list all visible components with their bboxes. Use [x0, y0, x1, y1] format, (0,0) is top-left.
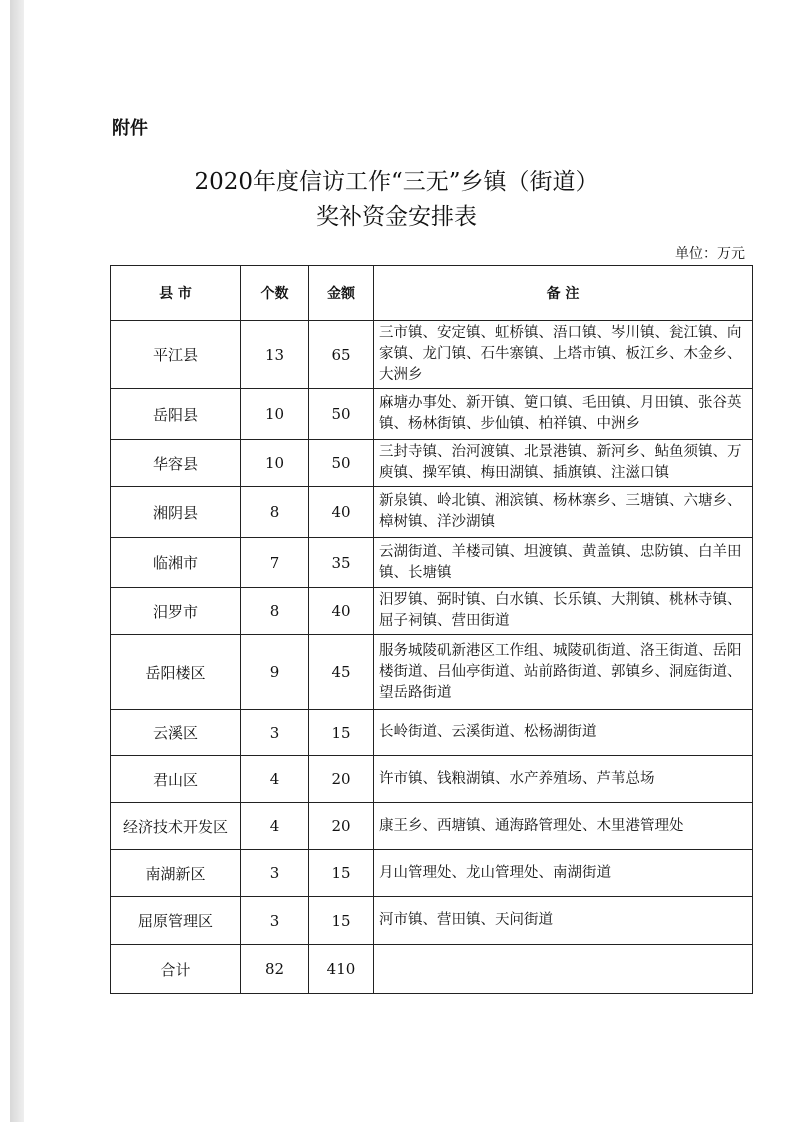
count-cell: 13 [241, 321, 309, 389]
count-cell: 3 [241, 850, 309, 897]
county-cell: 云溪区 [111, 710, 241, 756]
county-cell: 岳阳楼区 [111, 635, 241, 710]
header-row [111, 266, 753, 321]
note-cell: 许市镇、钱粮湖镇、水产养殖场、芦苇总场 [374, 756, 753, 803]
count-cell: 7 [241, 538, 309, 588]
amount-cell: 20 [309, 756, 374, 803]
note-cell: 三市镇、安定镇、虹桥镇、浯口镇、岑川镇、瓮江镇、向家镇、龙门镇、石牛寨镇、上塔市镇、板江乡、木金乡、大洲乡 [374, 321, 753, 389]
note-cell: 服务城陵矶新港区工作组、城陵矶街道、洛王街道、岳阳楼街道、吕仙亭街道、站前路街道、郭镇乡、洞庭街道、望岳路街道 [374, 635, 753, 710]
header-count: 个数 [241, 266, 309, 321]
amount-cell: 65 [309, 321, 374, 389]
table-row [111, 440, 753, 487]
amount-cell: 15 [309, 897, 374, 945]
county-cell: 南湖新区 [111, 850, 241, 897]
county-cell: 合计 [111, 945, 241, 994]
table-row [111, 538, 753, 588]
county-cell: 屈原管理区 [111, 897, 241, 945]
unit-label: 单位：万元 [675, 246, 745, 262]
table-row [111, 588, 753, 635]
attachment-label: 附件 [112, 118, 148, 139]
county-cell: 岳阳县 [111, 389, 241, 440]
note-cell: 河市镇、营田镇、天问街道 [374, 897, 753, 945]
count-cell: 10 [241, 389, 309, 440]
amount-cell: 40 [309, 487, 374, 538]
county-cell: 汨罗市 [111, 588, 241, 635]
note-cell: 新泉镇、岭北镇、湘滨镇、杨林寨乡、三塘镇、六塘乡、樟树镇、洋沙湖镇 [374, 487, 753, 538]
table-row [111, 487, 753, 538]
note-cell: 汨罗镇、弼时镇、白水镇、长乐镇、大荆镇、桃林寺镇、屈子祠镇、营田街道 [374, 588, 753, 635]
amount-cell: 20 [309, 803, 374, 850]
count-cell: 10 [241, 440, 309, 487]
amount-cell: 45 [309, 635, 374, 710]
table-row [111, 710, 753, 756]
table-row [111, 321, 753, 389]
county-cell: 君山区 [111, 756, 241, 803]
title-line-1: 2020年度信访工作“三无”乡镇（街道） [194, 169, 599, 195]
count-cell: 82 [241, 945, 309, 994]
amount-cell: 15 [309, 850, 374, 897]
count-cell: 9 [241, 635, 309, 710]
note-cell: 长岭街道、云溪街道、松杨湖街道 [374, 710, 753, 756]
county-cell: 湘阴县 [111, 487, 241, 538]
count-cell: 3 [241, 897, 309, 945]
note-cell: 三封寺镇、治河渡镇、北景港镇、新河乡、鲇鱼须镇、万庾镇、操军镇、梅田湖镇、插旗镇、注滋口镇 [374, 440, 753, 487]
header-note: 备 注 [374, 266, 753, 321]
note-cell: 云湖街道、羊楼司镇、坦渡镇、黄盖镇、忠防镇、白羊田镇、长塘镇 [374, 538, 753, 588]
county-cell: 经济技术开发区 [111, 803, 241, 850]
amount-cell: 35 [309, 538, 374, 588]
note-cell: 麻塘办事处、新开镇、筻口镇、毛田镇、月田镇、张谷英镇、杨林街镇、步仙镇、柏祥镇、中洲乡 [374, 389, 753, 440]
table-row [111, 635, 753, 710]
table-row [111, 850, 753, 897]
count-cell: 8 [241, 487, 309, 538]
amount-cell: 50 [309, 440, 374, 487]
header-amount: 金额 [309, 266, 374, 321]
table-row [111, 389, 753, 440]
table-row [111, 756, 753, 803]
header-county: 县 市 [111, 266, 241, 321]
note-cell: 月山管理处、龙山管理处、南湖街道 [374, 850, 753, 897]
title-line-2: 奖补资金安排表 [316, 204, 477, 230]
table-row [111, 945, 753, 994]
count-cell: 4 [241, 803, 309, 850]
amount-cell: 410 [309, 945, 374, 994]
table-row [111, 803, 753, 850]
county-cell: 临湘市 [111, 538, 241, 588]
amount-cell: 15 [309, 710, 374, 756]
note-cell [374, 945, 753, 994]
county-cell: 平江县 [111, 321, 241, 389]
table-row [111, 897, 753, 945]
count-cell: 3 [241, 710, 309, 756]
count-cell: 8 [241, 588, 309, 635]
amount-cell: 50 [309, 389, 374, 440]
count-cell: 4 [241, 756, 309, 803]
allocation-table [110, 265, 753, 994]
county-cell: 华容县 [111, 440, 241, 487]
amount-cell: 40 [309, 588, 374, 635]
note-cell: 康王乡、西塘镇、通海路管理处、木里港管理处 [374, 803, 753, 850]
